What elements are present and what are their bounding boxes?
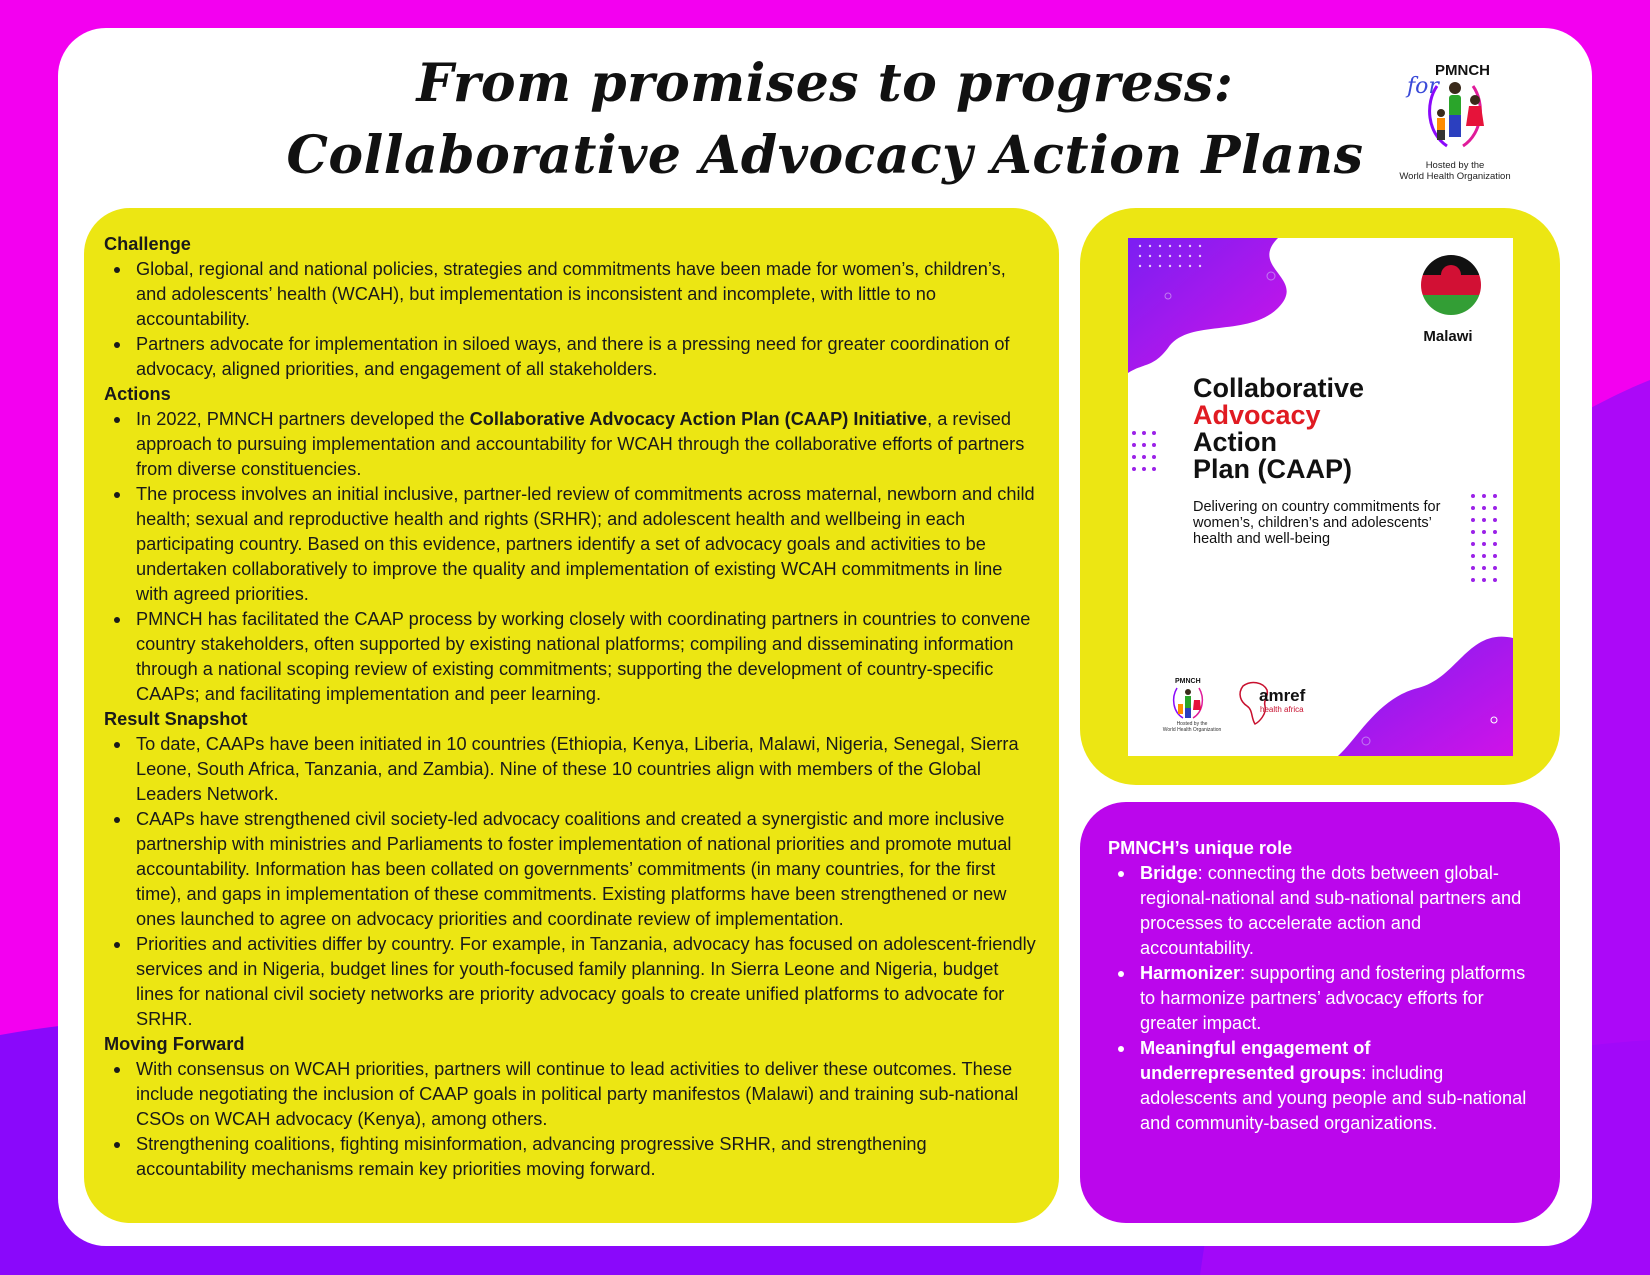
challenge-item: Global, regional and national policies, strategies and commitments have been made for women’s, children’s, and adolescents’ health (WCAH), but implementation is inconsistent and incomplete, with little to no accountability.	[136, 257, 1039, 332]
actions-item: PMNCH has facilitated the CAAP process by working closely with coordinating partners in countries to convene country stakeholders, often supported by existing national platforms; compiling and disseminating information through a national scoping review of existing commitments; supporting the development of country-specific CAAPs; and facilitating implementation and peer learning.	[136, 607, 1039, 707]
role-heading: PMNCH’s unique role	[1108, 838, 1293, 858]
forward-item: Strengthening coalitions, fighting misinformation, advancing progressive SRHR, and strengthening accountability mechanisms remain key priorities moving forward.	[136, 1132, 1039, 1182]
malawi-flag-icon	[1421, 255, 1481, 315]
cover-subtitle: Delivering on country commitments for women’s, children’s and adolescents’ health and well-being	[1193, 499, 1441, 547]
forward-heading: Moving Forward	[104, 1034, 245, 1054]
challenge-list	[104, 257, 1039, 382]
cover-logo-name: PMNCH	[1175, 678, 1201, 685]
cover-logo-hosted2: World Health Organization	[1162, 727, 1222, 733]
role-item-text: : including adolescents and young people and sub-national and community-based organizations.	[1140, 1063, 1527, 1133]
main-content-panel	[84, 208, 1059, 1223]
logo-hosted-text	[1385, 160, 1525, 182]
results-heading: Result Snapshot	[104, 709, 248, 729]
results-item: Priorities and activities differ by country. For example, in Tanzania, advocacy has focused on adolescent-friendly services and in Nigeria, budget lines for youth-focused family planning. In Sierra Leone and Nigeria, budget lines for national civil society networks are priority advocacy goals to create unified platforms to advocate for SRHR.	[136, 932, 1039, 1032]
actions-item-1-after: , a revised approach to pursuing implementation and accountability for WCAH through the collaborative efforts of partners from diverse constituencies.	[136, 409, 1025, 479]
actions-item: The process involves an initial inclusive, partner-led review of commitments across maternal, newborn and child health; sexual and reproductive health and rights (SRHR); and adolescent health and wellbeing in each participating country. Based on this evidence, partners identify a set of advocacy goals and activities to be undertaken collaboratively to improve the quality and implementation of existing WCAH commitments in line with agreed priorities.	[136, 482, 1039, 607]
cover-partner-name: amref	[1259, 686, 1306, 705]
cover-partner-logos	[1163, 678, 1363, 738]
cover-title-line1: Collaborative	[1193, 373, 1365, 403]
results-item: CAAPs have strengthened civil society-led advocacy coalitions and created a synergistic and more inclusive partnership with ministries and Parliaments to foster implementation of national priorities and promote mutual accountability. Information has been collated on governments’ commitments (in many countries, for the first time), and gaps in implementation of these commitments. Existing platforms have been strengthened or new ones launched to agree on advocacy priorities and coordinate review of implementation.	[136, 807, 1039, 932]
forward-item: With consensus on WCAH priorities, partners will continue to lead activities to deliver these outcomes. These include negotiating the inclusion of CAAP goals in political party manifestos (Malawi) and training sub-national CSOs on WCAH advocacy (Kenya), among others.	[136, 1057, 1039, 1132]
role-item	[1140, 1036, 1530, 1136]
forward-list	[104, 1057, 1039, 1182]
flag-sun-icon	[1421, 257, 1481, 277]
challenge-item: Partners advocate for implementation in siloed ways, and there is a pressing need for greater coordination of advocacy, aligned priorities, and engagement of all stakeholders.	[136, 332, 1039, 382]
cover-title-line4: Plan (CAAP)	[1193, 454, 1353, 484]
results-item: To date, CAAPs have been initiated in 10 countries (Ethiopia, Kenya, Liberia, Malawi, Nigeria, Senegal, Sierra Leone, South Africa, Tanzania, and Zambia). Nine of these 10 countries align with members of the Global Leaders Network.	[136, 732, 1039, 807]
role-item-text: : supporting and fostering platforms to harmonize partners’ advocacy efforts for greater impact.	[1140, 963, 1526, 1033]
role-item	[1140, 961, 1530, 1036]
actions-item-1-before: In 2022, PMNCH partners developed the	[136, 409, 470, 429]
title-line-2: Collaborative Advocacy Action Plans	[286, 125, 1364, 186]
pmnch-logo	[1385, 58, 1525, 188]
results-list	[104, 732, 1039, 1032]
logo-hosted-line2: World Health Organization	[1399, 171, 1511, 182]
role-list	[1108, 861, 1530, 1136]
caap-initiative-name: Collaborative Advocacy Action Plan (CAAP) Initiative	[469, 409, 928, 429]
cover-logo-hosted	[1157, 721, 1227, 733]
challenge-heading: Challenge	[104, 234, 191, 254]
cover-title-line3: Action	[1193, 427, 1277, 457]
cover-title-line2: Advocacy	[1193, 400, 1321, 430]
actions-item	[136, 407, 1039, 482]
cover-partner-sub: health africa	[1260, 705, 1304, 714]
role-item-text: : connecting the dots between global-regional-national and sub-national partners and processes to accelerate action and accountability.	[1140, 863, 1522, 958]
actions-heading: Actions	[104, 384, 171, 404]
title-line-1: From promises to progress:	[416, 53, 1234, 114]
cover-title	[1193, 375, 1364, 483]
role-item-title: Meaningful engagement of underrepresented groups	[1140, 1038, 1371, 1083]
cover-country: Malawi	[1423, 328, 1473, 345]
cover-logo-hosted1: Hosted by the	[1176, 721, 1208, 727]
caap-cover-image	[1128, 238, 1513, 756]
pmnch-role-panel	[1080, 802, 1560, 1223]
role-item-title: Bridge	[1140, 863, 1198, 883]
role-item-title: Harmonizer	[1140, 963, 1241, 983]
role-item	[1140, 861, 1530, 961]
actions-list	[104, 407, 1039, 707]
logo-hosted-line1: Hosted by the	[1425, 160, 1485, 171]
logo-for: for	[1407, 74, 1439, 99]
logo-name: PMNCH	[1435, 62, 1490, 79]
